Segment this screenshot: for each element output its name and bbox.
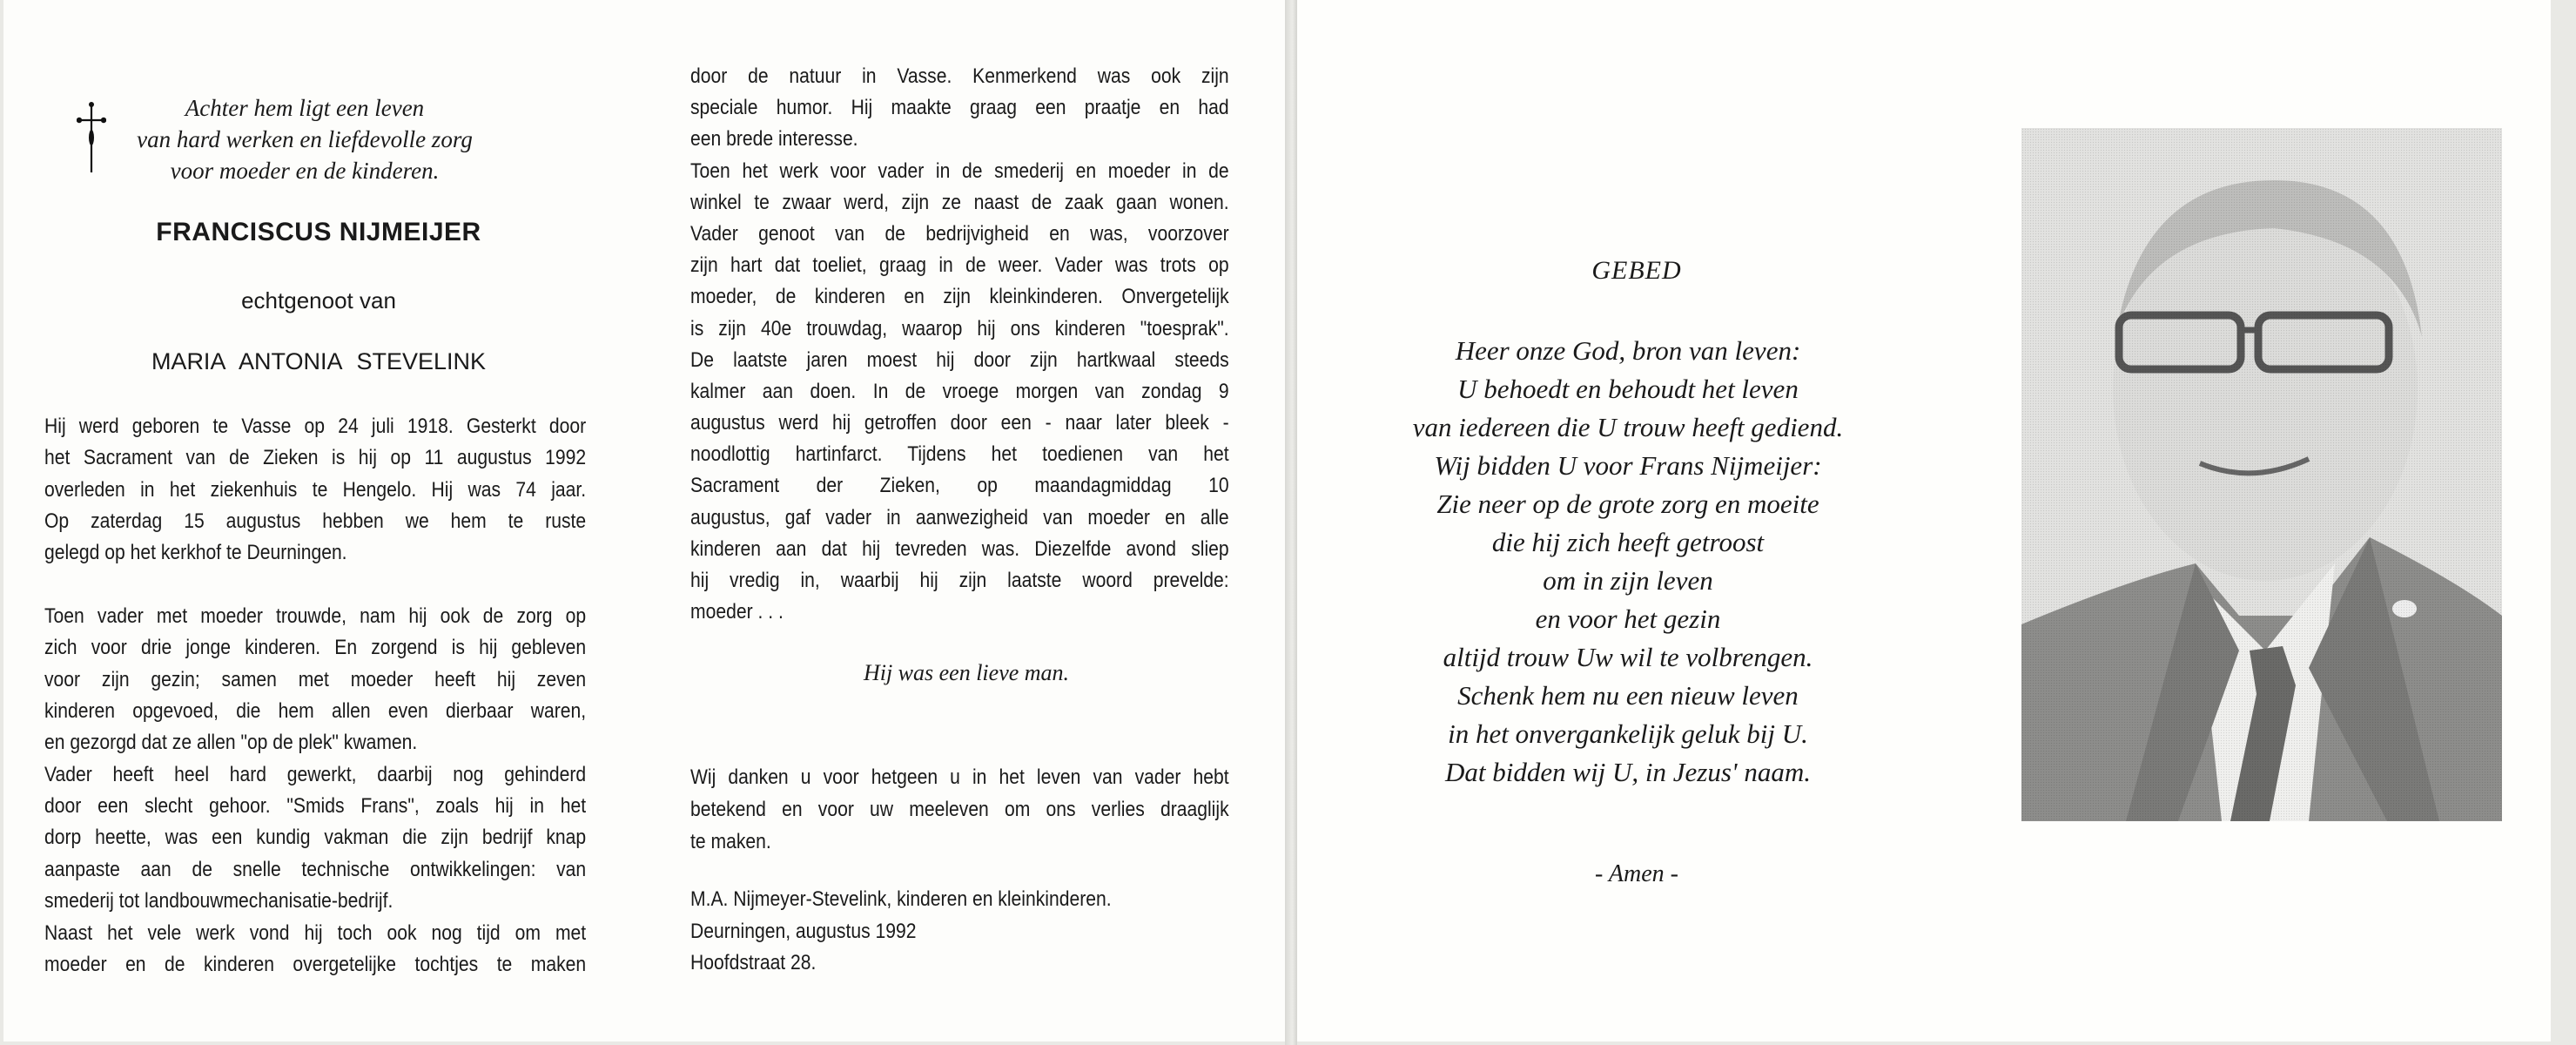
biography-column-1 bbox=[44, 411, 586, 981]
text-line: zich voor drie jonge kinderen. En zorgend is hij gebleven bbox=[44, 636, 587, 660]
prayer-line: Dat bidden wij U, in Jezus' naam. bbox=[1445, 757, 1811, 787]
spouse-name: MARIA ANTONIA STEVELINK bbox=[151, 348, 487, 374]
closing-line: Hij was een lieve man. bbox=[863, 660, 1070, 685]
text-line: Sacrament der Zieken, op maandagmiddag 10 bbox=[690, 474, 1229, 498]
text-line: zijn hart dat toeliet, graag in de weer. Vader was trots op bbox=[690, 253, 1229, 278]
text-line: Naast het vele werk vond hij toch ook nog tijd om met bbox=[44, 920, 587, 945]
prayer-line: Wij bidden U voor Frans Nijmeijer: bbox=[1434, 450, 1822, 481]
text-line: door een slecht gehoor. "Smids Frans", zoals hij in het bbox=[44, 794, 587, 819]
text-line: winkel te zwaar werd, zijn ze naast de zaak gaan wonen. bbox=[690, 190, 1229, 214]
thanks-paragraph bbox=[690, 761, 1229, 858]
prayer-line: in het onvergankelijk geluk bij U. bbox=[1448, 718, 1808, 749]
prayer-line: van iedereen die U trouw heeft gediend. bbox=[1412, 412, 1844, 442]
text-line: Op zaterdag 15 augustus hebben we hem te ruste bbox=[44, 509, 587, 534]
amen-label: - Amen - bbox=[1595, 860, 1678, 887]
portrait-image-icon bbox=[2021, 128, 2502, 821]
prayer-line: Heer onze God, bron van leven: bbox=[1455, 335, 1801, 366]
deceased-name: FRANCISCUS NIJMEIJER bbox=[156, 218, 481, 246]
text-line: voor zijn gezin; samen met moeder heeft hij zeven bbox=[44, 667, 587, 691]
relation-label: echtgenoot van bbox=[241, 287, 396, 314]
text-line: moeder, de kinderen en zijn kleinkinderen. Onvergetelijk bbox=[690, 285, 1229, 309]
prayer-line: Zie neer op de grote zorg en moeite bbox=[1436, 489, 1819, 519]
text-line: Vader heeft heel hard gewerkt, daarbij nog gehinderd bbox=[44, 762, 587, 786]
text-line: en gezorgd dat ze allen "op de plek" kwamen. bbox=[44, 731, 418, 755]
signature-line: Hoofdstraat 28. bbox=[690, 951, 817, 974]
text-line: Hij werd geboren te Vasse op 24 juli 1918. Gesterkt door bbox=[44, 415, 587, 438]
text-line: door de natuur in Vasse. Kenmerkend was ook zijn bbox=[690, 64, 1229, 88]
card-fold-divider bbox=[1285, 0, 1297, 1045]
signature-line: M.A. Nijmeyer-Stevelink, kinderen en kleinkinderen. bbox=[690, 887, 1112, 911]
prayer-line: Schenk hem nu een nieuw leven bbox=[1457, 680, 1799, 711]
thanks-line: betekend en voor uw meeleven om ons verlies draaglijk bbox=[690, 798, 1229, 821]
paragraph-spacer bbox=[44, 570, 586, 601]
prayer-line: die hij zich heeft getroost bbox=[1491, 527, 1765, 557]
motto-line: van hard werken en liefdevolle zorg bbox=[137, 126, 473, 152]
text-line: dorp heette, was een kundig vakman die zijn bedrijf knap bbox=[44, 826, 587, 850]
prayer-title: GEBED bbox=[1591, 256, 1682, 285]
cross-icon bbox=[77, 101, 106, 174]
signature-line: Deurningen, augustus 1992 bbox=[690, 919, 917, 943]
prayer-line: en voor het gezin bbox=[1535, 603, 1721, 634]
motto bbox=[131, 92, 479, 186]
text-line: Toen het werk voor vader in de smederij en moeder in de bbox=[690, 158, 1229, 183]
text-line: aanpaste aan de snelle technische ontwikkelingen: van bbox=[44, 857, 587, 881]
portrait-photo bbox=[2021, 128, 2502, 821]
thanks-line: Wij danken u voor hetgeen u in het leven van vader hebt bbox=[690, 765, 1229, 789]
text-line: De laatste jaren moest hij door zijn hartkwaal steeds bbox=[690, 347, 1229, 372]
text-line: is zijn 40e trouwdag, waarop hij ons kinderen "toesprak". bbox=[690, 316, 1229, 340]
text-line: gelegd op het kerkhof te Deurningen. bbox=[44, 541, 347, 565]
thanks-line: te maken. bbox=[690, 830, 771, 853]
text-line: een brede interesse. bbox=[690, 127, 858, 152]
text-line: moeder . . . bbox=[690, 600, 784, 624]
text-line: kalmer aan doen. In de vroege morgen van zondag 9 bbox=[690, 379, 1229, 403]
prayer-line: altijd trouw Uw wil te volbrengen. bbox=[1443, 642, 1813, 672]
text-line: het Sacrament van de Zieken is hij op 11 augustus 1992 bbox=[44, 446, 587, 470]
prayer-text bbox=[1358, 332, 1898, 792]
text-line: Vader genoot van de bedrijvigheid en was, voorzover bbox=[690, 221, 1229, 246]
text-line: kinderen aan dat hij tevreden was. Diezelfde avond sliep bbox=[690, 536, 1229, 561]
text-line: Toen vader met moeder trouwde, nam hij ook de zorg op bbox=[44, 604, 587, 629]
text-line: augustus, gaf vader in aanwezigheid van moeder en alle bbox=[690, 505, 1229, 529]
text-line: noodlottig hartinfarct. Tijdens het toedienen van het bbox=[690, 442, 1229, 467]
text-line: speciale humor. Hij maakte graag een praatje en had bbox=[690, 96, 1229, 120]
biography-column-2 bbox=[690, 61, 1229, 628]
text-line: hij vredig in, waarbij hij zijn laatste woord prevelde: bbox=[690, 569, 1229, 592]
motto-line: voor moeder en de kinderen. bbox=[170, 158, 440, 184]
text-line: kinderen opgevoed, die hem allen even dierbaar waren, bbox=[44, 699, 587, 724]
signature-block bbox=[690, 884, 1229, 980]
text-line: augustus werd hij getroffen door een - naar later bleek - bbox=[690, 411, 1229, 435]
prayer-line: om in zijn leven bbox=[1543, 565, 1713, 596]
text-line: smederij tot landbouwmechanisatie-bedrijf. bbox=[44, 889, 393, 914]
prayer-line: U behoedt en behoudt het leven bbox=[1457, 374, 1799, 404]
motto-line: Achter hem ligt een leven bbox=[185, 95, 425, 121]
text-line: moeder en de kinderen overgetelijke tochtjes te maken bbox=[44, 952, 587, 976]
text-line: overleden in het ziekenhuis te Hengelo. Hij was 74 jaar. bbox=[44, 477, 587, 502]
